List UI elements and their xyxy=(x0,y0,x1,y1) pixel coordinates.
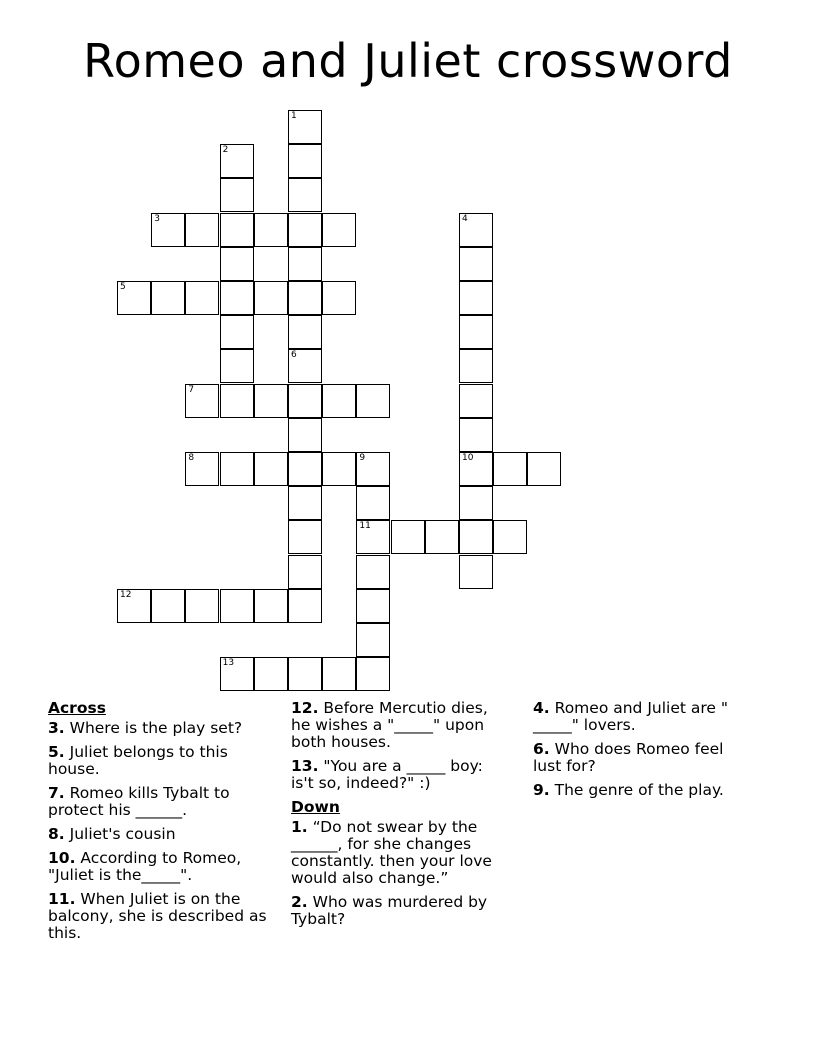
clue-number: 3. xyxy=(48,719,65,737)
clue-number: 11. xyxy=(48,890,76,908)
grid-cell[interactable] xyxy=(288,178,322,212)
grid-cell[interactable] xyxy=(322,657,356,691)
clue-text: Romeo kills Tybalt to protect his ______. xyxy=(48,784,230,819)
grid-cell[interactable] xyxy=(459,486,493,520)
grid-cell[interactable] xyxy=(391,520,425,554)
clue-down-2 xyxy=(291,894,506,928)
grid-cell[interactable] xyxy=(220,657,254,691)
cell-number: 10 xyxy=(462,453,474,463)
cell-number: 8 xyxy=(188,453,195,463)
clue-across-13 xyxy=(291,758,506,792)
grid-cell[interactable] xyxy=(459,452,493,486)
grid-cell[interactable] xyxy=(288,349,322,383)
grid-cell[interactable] xyxy=(151,589,185,623)
cell-number: 12 xyxy=(120,589,132,600)
clue-across-10 xyxy=(48,850,278,884)
clue-number: 8. xyxy=(48,825,65,843)
grid-cell[interactable] xyxy=(527,452,561,486)
grid-cell[interactable] xyxy=(185,452,219,486)
clue-text: “Do not swear by the ______, for she changes constantly. then your love would also change.” xyxy=(291,818,492,887)
grid-cell[interactable] xyxy=(185,213,219,247)
clue-across-3 xyxy=(48,720,278,737)
clue-number: 1. xyxy=(291,818,308,836)
grid-cell[interactable] xyxy=(459,281,493,315)
clue-text: "You are a _____ boy: is't so, indeed?" :) xyxy=(291,757,483,792)
clue-column-1 xyxy=(48,700,278,949)
grid-cell[interactable] xyxy=(459,418,493,452)
grid-cell[interactable] xyxy=(322,213,356,247)
clue-text: When Juliet is on the balcony, she is described as this. xyxy=(48,890,267,942)
cell-number: 6 xyxy=(291,350,297,361)
clue-number: 12. xyxy=(291,699,319,717)
clue-number: 2. xyxy=(291,893,308,911)
grid-cell[interactable] xyxy=(288,418,322,452)
grid-cell[interactable] xyxy=(220,213,254,247)
clue-number: 5. xyxy=(48,743,65,761)
grid-cell[interactable] xyxy=(185,589,219,623)
grid-cell[interactable] xyxy=(185,384,219,418)
grid-cell[interactable] xyxy=(220,349,254,383)
grid-cell[interactable] xyxy=(288,213,322,247)
grid-cell[interactable] xyxy=(220,315,254,349)
grid-cell[interactable] xyxy=(322,452,356,486)
grid-cell[interactable] xyxy=(356,520,390,554)
grid-cell[interactable] xyxy=(459,247,493,281)
clue-text: Juliet belongs to this house. xyxy=(48,743,228,778)
cell-number: 4 xyxy=(462,213,468,224)
grid-cell[interactable] xyxy=(493,520,527,554)
grid-cell[interactable] xyxy=(288,281,322,315)
clue-text: According to Romeo, "Juliet is the_____". xyxy=(48,849,242,884)
clue-text: Romeo and Juliet are " _____" lovers. xyxy=(533,699,728,734)
grid-cell[interactable] xyxy=(220,452,254,486)
grid-cell[interactable] xyxy=(117,589,151,623)
grid-cell[interactable] xyxy=(254,384,288,418)
cell-number: 11 xyxy=(359,521,371,532)
grid-cell[interactable] xyxy=(151,213,185,247)
cell-number: 5 xyxy=(120,282,126,292)
clue-across-12 xyxy=(291,700,506,751)
grid-cell[interactable] xyxy=(220,144,254,178)
grid-cell[interactable] xyxy=(288,384,322,418)
grid-cell[interactable] xyxy=(459,384,493,418)
grid-cell[interactable] xyxy=(288,247,322,281)
cell-number: 9 xyxy=(359,453,366,463)
grid-cell[interactable] xyxy=(254,657,288,691)
grid-cell[interactable] xyxy=(288,555,322,589)
grid-cell[interactable] xyxy=(459,520,493,554)
grid-cell[interactable] xyxy=(322,281,356,315)
clue-text: Before Mercutio dies, he wishes a "_____" upon both houses. xyxy=(291,699,488,751)
across-heading: Across xyxy=(48,699,106,717)
clue-number: 6. xyxy=(533,740,550,758)
grid-cell[interactable] xyxy=(288,452,322,486)
grid-cell[interactable] xyxy=(459,349,493,383)
clue-column-3 xyxy=(533,700,755,806)
grid-cell[interactable] xyxy=(356,589,390,623)
grid-cell[interactable] xyxy=(356,657,390,691)
clue-down-9 xyxy=(533,782,755,799)
grid-cell[interactable] xyxy=(322,384,356,418)
clue-across-8 xyxy=(48,826,278,843)
grid-cell[interactable] xyxy=(220,178,254,212)
grid-cell[interactable] xyxy=(151,281,185,315)
grid-cell[interactable] xyxy=(185,281,219,315)
page-title: Romeo and Juliet crossword xyxy=(83,34,733,88)
clue-text: Who does Romeo feel lust for? xyxy=(533,740,724,775)
grid-cell[interactable] xyxy=(356,555,390,589)
grid-cell[interactable] xyxy=(356,486,390,520)
grid-cell[interactable] xyxy=(493,452,527,486)
grid-cell[interactable] xyxy=(356,384,390,418)
grid-cell[interactable] xyxy=(117,281,151,315)
cell-number: 7 xyxy=(188,384,195,395)
clue-number: 13. xyxy=(291,757,319,775)
clue-text: Who was murdered by Tybalt? xyxy=(291,893,488,928)
clue-across-7 xyxy=(48,785,278,819)
grid-cell[interactable] xyxy=(356,452,390,486)
clue-text: The genre of the play. xyxy=(554,781,724,799)
clue-across-11 xyxy=(48,891,278,942)
grid-cell[interactable] xyxy=(425,520,459,554)
clue-column-2 xyxy=(291,700,506,935)
clue-text: Juliet's cousin xyxy=(69,825,176,843)
grid-cell[interactable] xyxy=(459,315,493,349)
grid-cell[interactable] xyxy=(254,589,288,623)
grid-cell[interactable] xyxy=(288,520,322,554)
grid-cell[interactable] xyxy=(288,110,322,144)
grid-cell[interactable] xyxy=(220,281,254,315)
clue-down-6 xyxy=(533,741,755,775)
grid-cell[interactable] xyxy=(356,623,390,657)
grid-cell[interactable] xyxy=(288,589,322,623)
clue-number: 4. xyxy=(533,699,550,717)
clue-down-4 xyxy=(533,700,755,734)
clue-number: 9. xyxy=(533,781,550,799)
grid-cell[interactable] xyxy=(254,452,288,486)
clue-down-1 xyxy=(291,819,506,887)
grid-cell[interactable] xyxy=(254,281,288,315)
clue-number: 10. xyxy=(48,849,76,867)
cell-number: 2 xyxy=(222,145,229,156)
cell-number: 3 xyxy=(154,213,160,224)
grid-cell[interactable] xyxy=(288,144,322,178)
grid-cell[interactable] xyxy=(220,384,254,418)
grid-cell[interactable] xyxy=(288,315,322,349)
clue-text: Where is the play set? xyxy=(69,719,243,737)
grid-cell[interactable] xyxy=(220,247,254,281)
clue-across-5 xyxy=(48,744,278,778)
grid-cell[interactable] xyxy=(288,486,322,520)
grid-cell[interactable] xyxy=(459,555,493,589)
grid-cell[interactable] xyxy=(220,589,254,623)
cell-number: 1 xyxy=(291,111,297,121)
cell-number: 13 xyxy=(222,658,235,669)
grid-cell[interactable] xyxy=(459,213,493,247)
down-heading: Down xyxy=(291,798,340,816)
grid-cell[interactable] xyxy=(254,213,288,247)
clue-number: 7. xyxy=(48,784,65,802)
grid-cell[interactable] xyxy=(288,657,322,691)
